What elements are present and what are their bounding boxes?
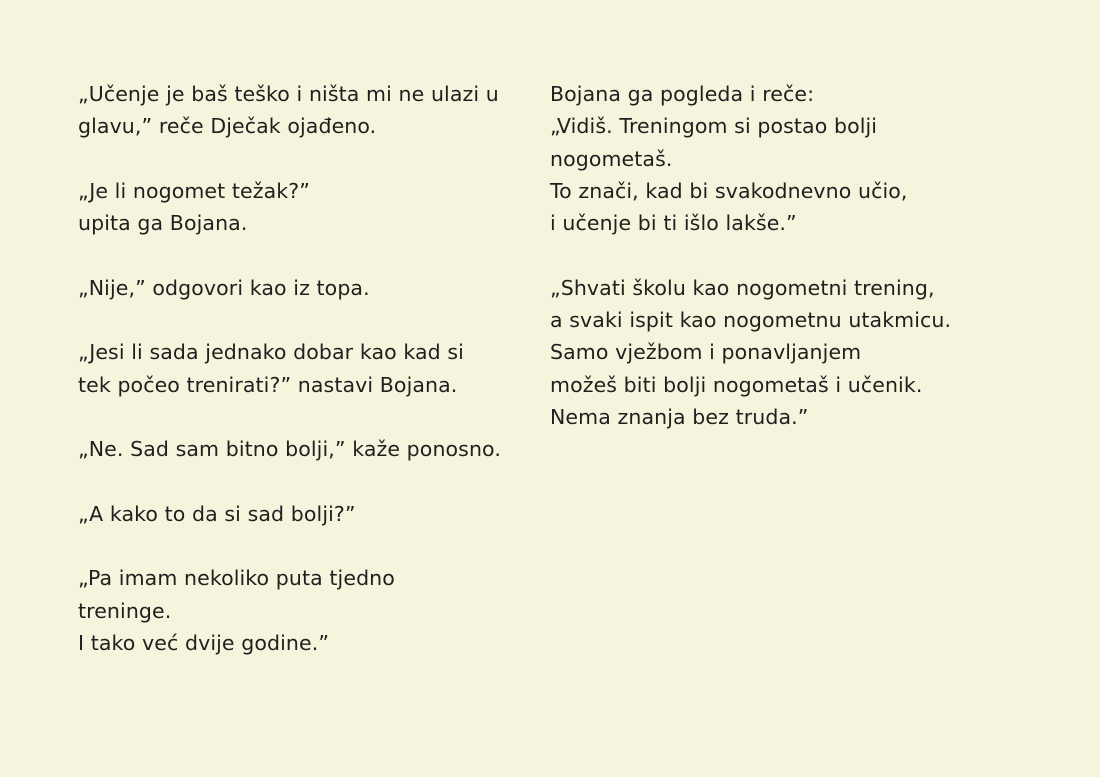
text-line: nogometaš. [550, 146, 673, 171]
text-line: tek počeo trenirati?” nastavi Bojana. [78, 372, 458, 397]
text-line: Nema znanja bez truda.” [550, 404, 809, 429]
text-line: upita ga Bojana. [78, 211, 248, 236]
right-text-column [550, 78, 1030, 433]
text-line: „Ne. Sad sam bitno bolji,” kaže ponosno. [78, 437, 501, 462]
text-line: i učenje bi ti išlo lakše.” [550, 211, 797, 236]
text-line: „Nije,” odgovori kao iz topa. [78, 275, 370, 300]
text-line: a svaki ispit kao nogometnu utakmicu. [550, 308, 952, 333]
text-line: glavu,” reče Dječak ojađeno. [78, 114, 377, 139]
blank-line [550, 239, 1030, 271]
blank-line [78, 466, 558, 498]
text-line: treninge. [78, 598, 172, 623]
text-line: I tako već dvije godine.” [78, 631, 330, 656]
text-line: možeš biti bolji nogometaš i učenik. [550, 372, 923, 397]
text-line: „Jesi li sada jednako dobar kao kad si [78, 340, 464, 365]
blank-line [78, 239, 558, 271]
text-line: „Vidiš. Treningom si postao bolji [550, 114, 878, 139]
text-line: Samo vježbom i ponavljanjem [550, 340, 862, 365]
blank-line [78, 304, 558, 336]
left-text-column [78, 78, 558, 659]
text-line: „Shvati školu kao nogometni trening, [550, 275, 935, 300]
text-line: To znači, kad bi svakodnevno učio, [550, 178, 908, 203]
blank-line [78, 143, 558, 175]
blank-line [78, 530, 558, 562]
text-line: „Pa imam nekoliko puta tjedno [78, 566, 395, 591]
text-line: „A kako to da si sad bolji?” [78, 501, 356, 526]
text-line: „Učenje je baš teško i ništa mi ne ulazi u [78, 82, 499, 106]
text-line: Bojana ga pogleda i reče: [550, 82, 815, 106]
text-line: „Je li nogomet težak?” [78, 178, 310, 203]
blank-line [78, 401, 558, 433]
